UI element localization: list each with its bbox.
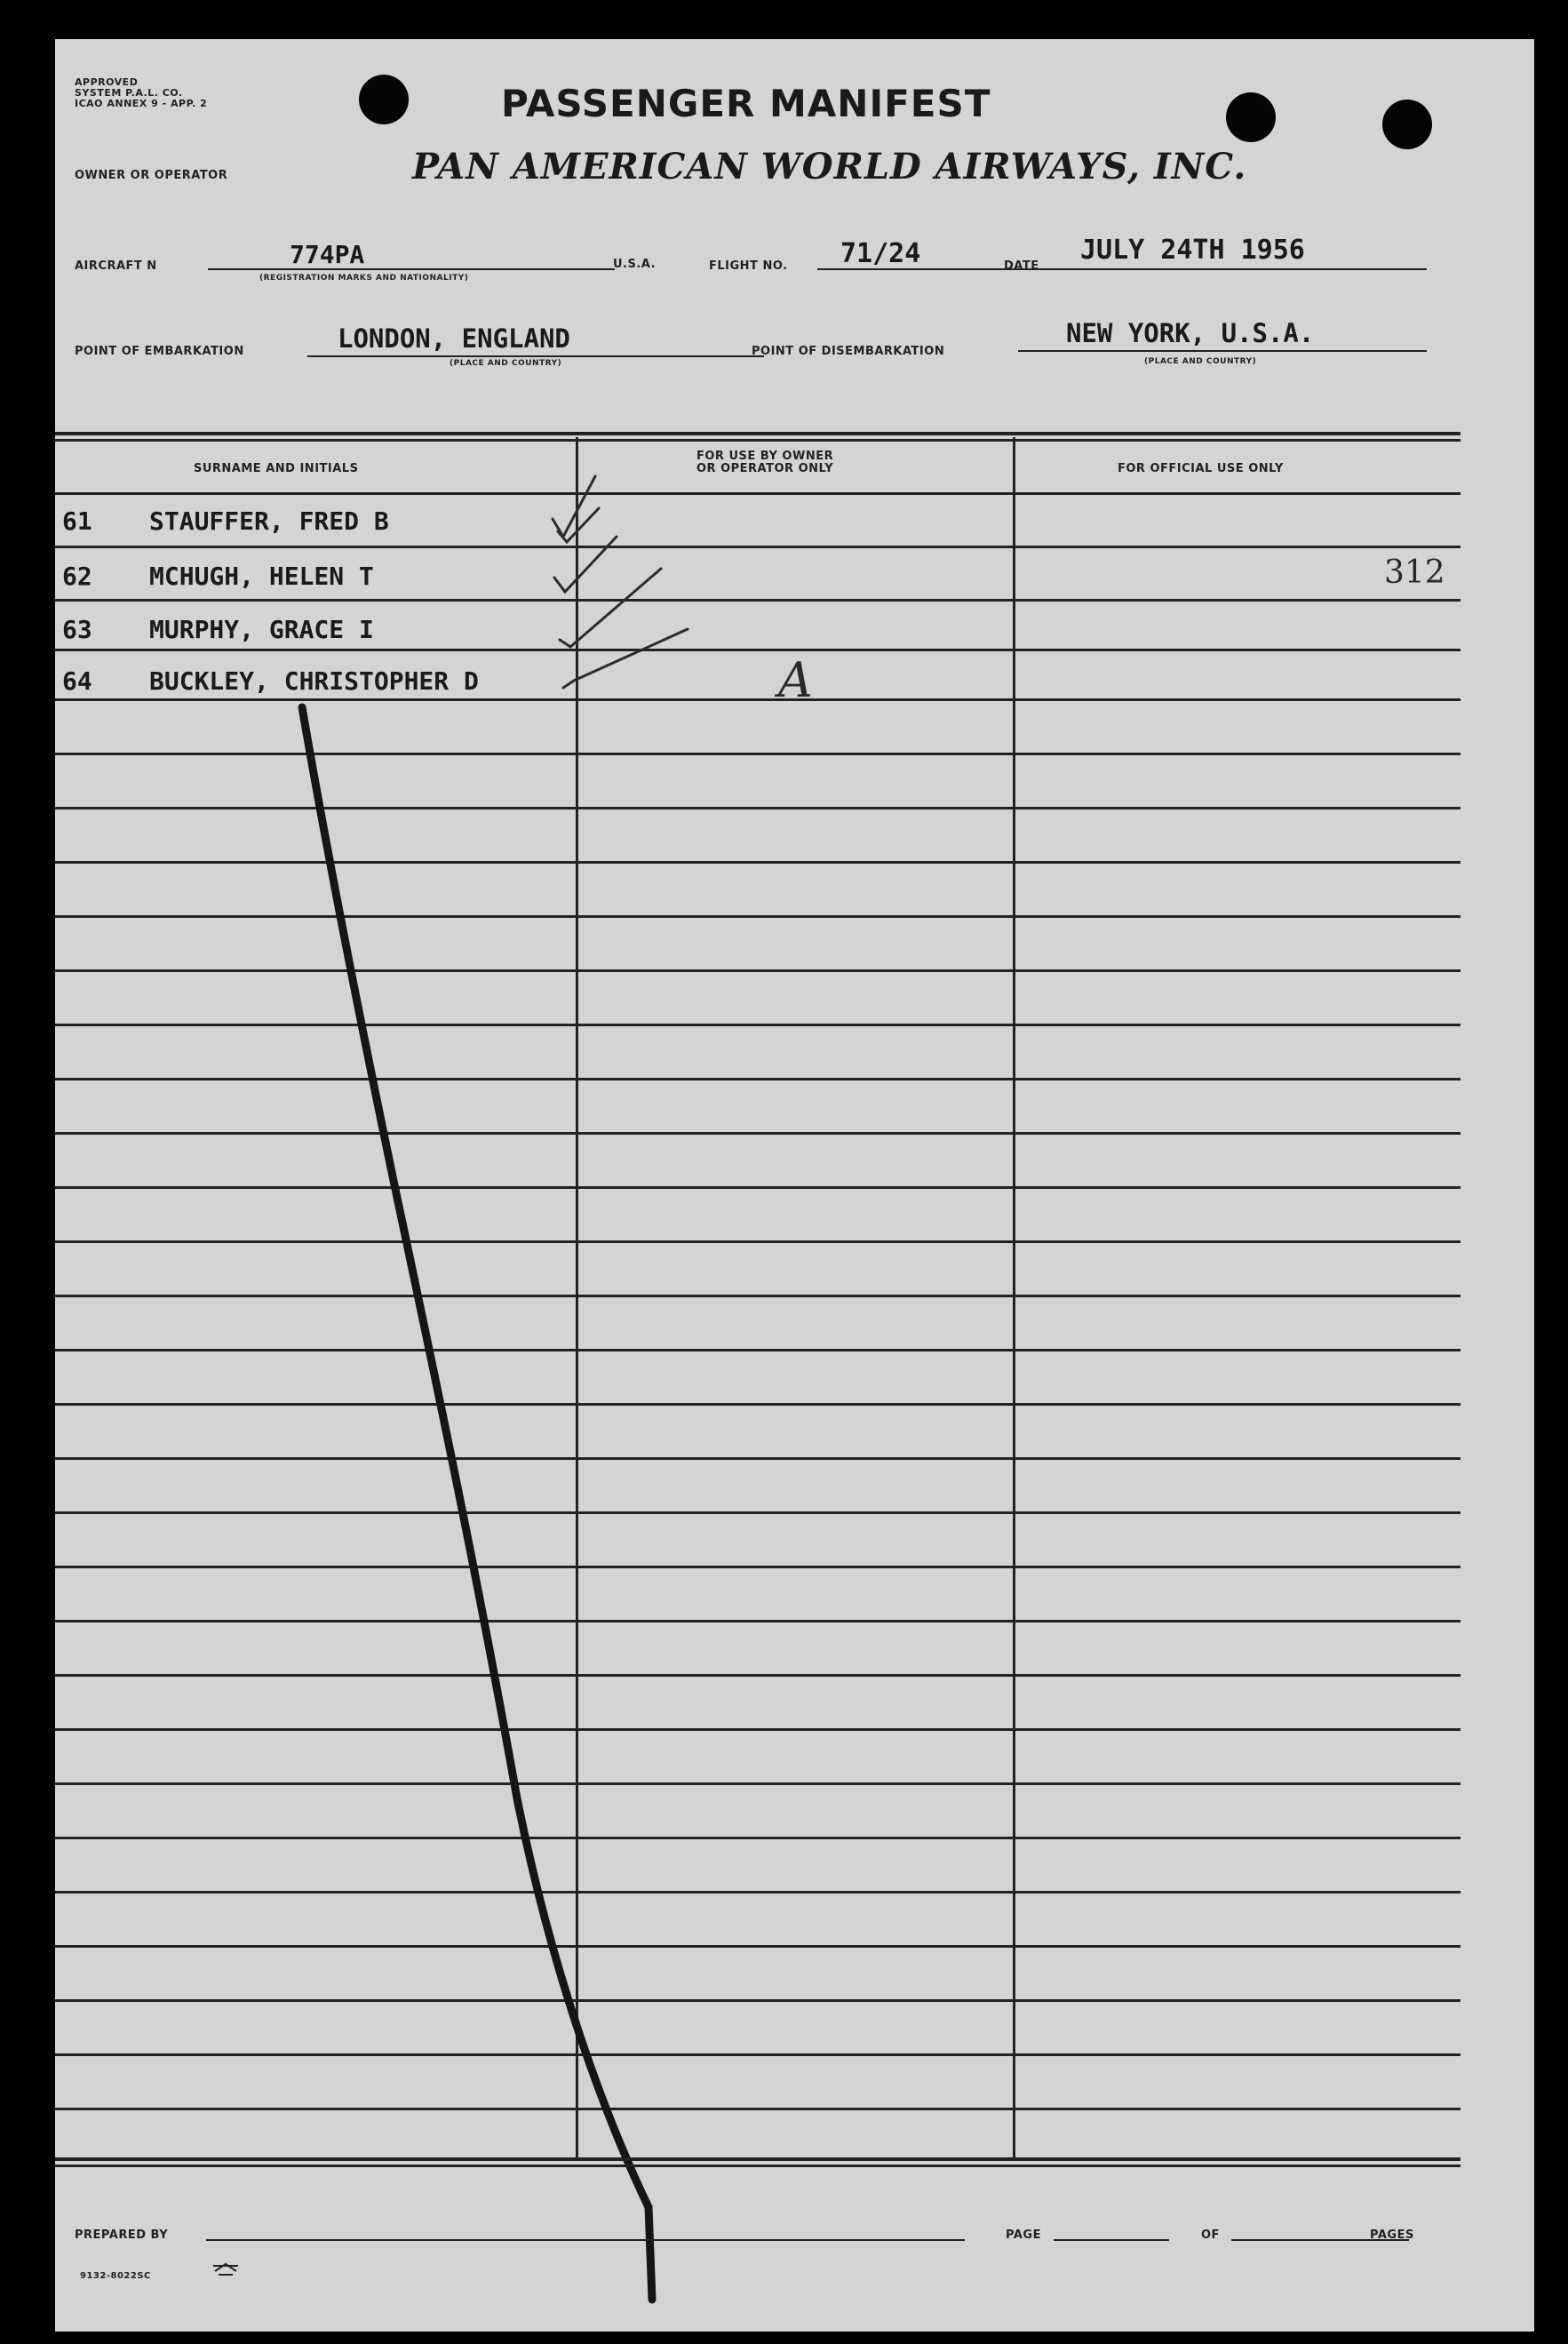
- owner-mark: A: [778, 652, 813, 708]
- approval-line-1: APPROVED: [75, 76, 139, 88]
- place-caption-embark: (PLACE AND COUNTRY): [450, 359, 562, 368]
- approval-line-3: ICAO ANNEX 9 - APP. 2: [75, 98, 208, 109]
- page-underline: [1054, 2239, 1169, 2241]
- manifest-sheet: [55, 39, 1534, 2332]
- registration-caption: (REGISTRATION MARKS AND NATIONALITY): [259, 274, 469, 283]
- official-code: 312: [1384, 554, 1445, 591]
- embarkation-label: POINT OF EMBARKATION: [75, 345, 244, 358]
- owner-label: OWNER OR OPERATOR: [75, 169, 228, 182]
- disembarkation-label: POINT OF DISEMBARKATION: [752, 345, 945, 358]
- aircraft-label: AIRCRAFT N: [75, 259, 157, 273]
- handwritten-marks: [55, 39, 1534, 2332]
- check-marks: [553, 476, 688, 688]
- column-header-owner-1: FOR USE BY OWNER: [696, 450, 834, 463]
- row-number: 63: [62, 615, 92, 644]
- row-number: 62: [62, 562, 92, 591]
- page-title: PASSENGER MANIFEST: [501, 82, 991, 125]
- flight-label: FLIGHT NO.: [709, 259, 788, 273]
- form-number: 9132-8022SC: [80, 2271, 151, 2281]
- pages-label: PAGES: [1370, 2228, 1414, 2242]
- prepared-by-underline: [206, 2239, 965, 2241]
- check-mark-icon: [553, 476, 595, 537]
- flight-value: 71/24: [840, 238, 921, 269]
- approval-line-2: SYSTEM P.A.L. CO.: [75, 87, 183, 99]
- passenger-name: STAUFFER, FRED B: [149, 506, 389, 536]
- aircraft-value: 774PA: [290, 240, 365, 269]
- embarkation-value: LONDON, ENGLAND: [338, 323, 570, 354]
- prepared-by-label: PREPARED BY: [75, 2228, 169, 2242]
- page-label: PAGE: [1006, 2228, 1041, 2242]
- place-caption-disembark: (PLACE AND COUNTRY): [1144, 357, 1257, 366]
- usa-label: U.S.A.: [613, 258, 657, 271]
- operator-name: PAN AMERICAN WORLD AIRWAYS, INC.: [412, 146, 1247, 187]
- row-number: 61: [62, 506, 92, 536]
- column-header-official: FOR OFFICIAL USE ONLY: [1118, 462, 1284, 475]
- check-mark-icon: [558, 508, 599, 542]
- strike-through-line: [302, 707, 652, 2300]
- table-bottom-rule-2: [55, 2165, 1461, 2167]
- disembarkation-value: NEW YORK, U.S.A.: [1066, 318, 1315, 348]
- column-header-owner-2: OR OPERATOR ONLY: [696, 462, 834, 475]
- table-bottom-rule-1: [55, 2157, 1461, 2161]
- row-number: 64: [62, 666, 92, 696]
- check-mark-icon: [554, 537, 617, 592]
- passenger-name: MCHUGH, HELEN T: [149, 562, 374, 591]
- column-header-names: SURNAME AND INITIALS: [194, 462, 359, 475]
- date-value: JULY 24TH 1956: [1080, 235, 1305, 266]
- passenger-name: MURPHY, GRACE I: [149, 615, 374, 644]
- of-label: OF: [1201, 2228, 1220, 2242]
- date-label: DATE: [1004, 259, 1039, 273]
- printer-mark-icon: [211, 2260, 242, 2278]
- passenger-name: BUCKLEY, CHRISTOPHER D: [149, 666, 479, 696]
